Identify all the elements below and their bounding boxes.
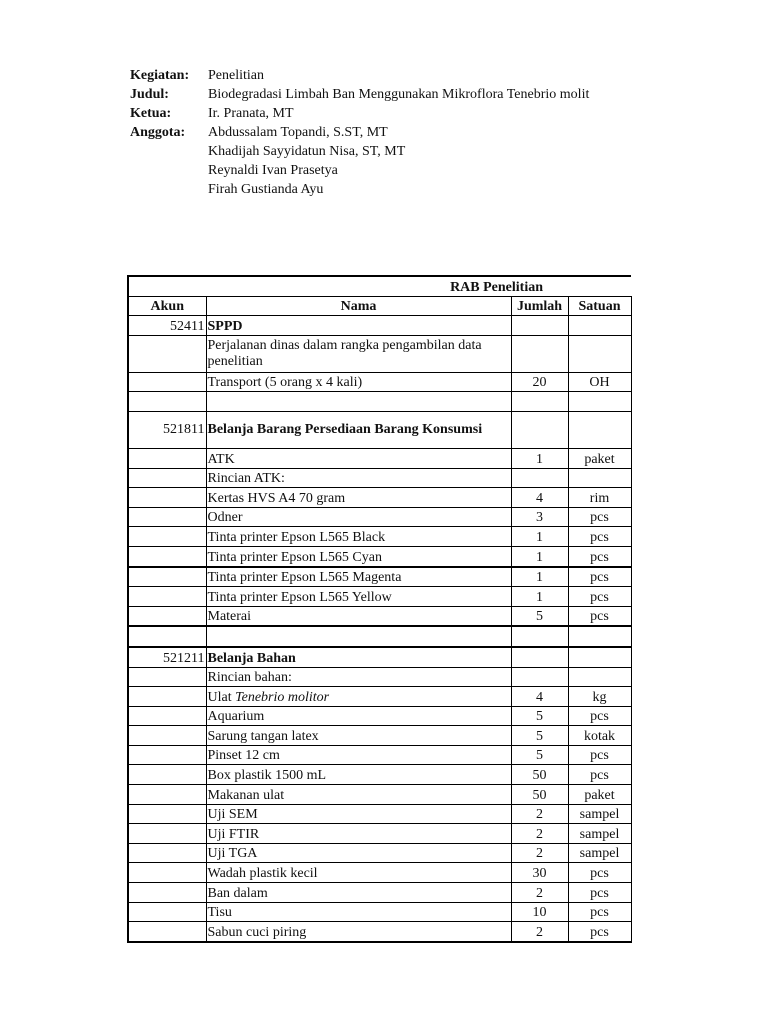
cell-akun (128, 468, 206, 488)
cell-nama (206, 527, 511, 547)
nama-text: Rincian ATK: (207, 471, 285, 487)
nama-text: ATK (207, 451, 235, 467)
table-row (128, 706, 631, 726)
cell-akun (128, 765, 206, 785)
nama-text: Makanan ulat (207, 787, 285, 803)
cell-satuan (568, 411, 631, 448)
nama-text: Transport (5 orang x 4 kali) (207, 375, 363, 391)
cell-satuan: pcs (568, 567, 631, 587)
cell-akun (128, 567, 206, 587)
cell-satuan: pcs (568, 745, 631, 765)
cell-nama (206, 468, 511, 488)
table-row (128, 843, 631, 863)
cell-akun (128, 392, 206, 412)
nama-text: Tinta printer Epson L565 Black (207, 529, 386, 545)
cell-satuan: pcs (568, 922, 631, 942)
cell-satuan: pcs (568, 706, 631, 726)
column-header-nama: Nama (206, 296, 511, 316)
nama-text: Uji SEM (207, 807, 258, 823)
cell-nama (206, 546, 511, 566)
cell-nama (206, 392, 511, 412)
cell-satuan: pcs (568, 765, 631, 785)
nama-text: Tinta printer Epson L565 Cyan (207, 549, 382, 565)
cell-akun (128, 863, 206, 883)
table-row (128, 785, 631, 805)
cell-satuan: pcs (568, 606, 631, 626)
cell-satuan (568, 392, 631, 412)
header-label: Ketua: (130, 106, 172, 121)
table-row (128, 587, 631, 607)
nama-text: Belanja Bahan (207, 650, 296, 666)
column-header-jumlah: Jumlah (511, 296, 568, 316)
cell-akun (128, 706, 206, 726)
cell-satuan: paket (568, 785, 631, 805)
header-value: Ir. Pranata, MT (208, 106, 294, 121)
table-row (128, 488, 631, 508)
cell-nama (206, 883, 511, 903)
cell-akun: 52411 (128, 316, 206, 336)
header-row (130, 142, 589, 161)
cell-akun (128, 335, 206, 372)
table-row (128, 527, 631, 547)
cell-satuan: sampel (568, 824, 631, 844)
cell-jumlah: 2 (511, 922, 568, 942)
cell-akun (128, 448, 206, 468)
cell-jumlah (511, 316, 568, 336)
table-row (128, 392, 631, 412)
cell-nama (206, 488, 511, 508)
cell-akun (128, 687, 206, 707)
cell-satuan (568, 667, 631, 687)
cell-satuan (568, 335, 631, 372)
table-row (128, 883, 631, 903)
header-value: Abdussalam Topandi, S.ST, MT (208, 125, 388, 140)
nama-text: Aquarium (207, 709, 265, 725)
table-row (128, 335, 631, 372)
nama-text: SPPD (207, 318, 243, 334)
table-row (128, 546, 631, 566)
column-header-satuan: Satuan (568, 296, 631, 316)
document-header (130, 66, 589, 199)
rab-table (127, 275, 632, 943)
cell-nama (206, 507, 511, 527)
cell-jumlah (511, 647, 568, 667)
cell-jumlah: 1 (511, 527, 568, 547)
cell-jumlah: 2 (511, 883, 568, 903)
table-row (128, 647, 631, 667)
header-row (130, 104, 589, 123)
cell-satuan (568, 626, 631, 647)
cell-jumlah: 20 (511, 372, 568, 392)
cell-akun (128, 922, 206, 942)
cell-nama (206, 626, 511, 647)
cell-akun (128, 902, 206, 922)
table-row (128, 448, 631, 468)
table-row (128, 765, 631, 785)
cell-nama (206, 316, 511, 336)
cell-jumlah: 2 (511, 843, 568, 863)
nama-text: Ulat (207, 689, 236, 705)
cell-jumlah: 5 (511, 726, 568, 746)
header-label (130, 161, 208, 180)
cell-akun (128, 667, 206, 687)
cell-satuan: sampel (568, 843, 631, 863)
header-row (130, 180, 589, 199)
table-row (128, 922, 631, 942)
cell-akun (128, 824, 206, 844)
table-row (128, 606, 631, 626)
header-row (130, 161, 589, 180)
header-value: Khadijah Sayyidatun Nisa, ST, MT (208, 144, 406, 159)
cell-nama (206, 922, 511, 942)
table-row (128, 507, 631, 527)
cell-jumlah: 5 (511, 706, 568, 726)
header-row (130, 66, 589, 85)
cell-akun (128, 546, 206, 566)
cell-jumlah: 1 (511, 567, 568, 587)
table-title-row (128, 276, 631, 296)
cell-nama (206, 824, 511, 844)
table-row (128, 667, 631, 687)
cell-jumlah: 10 (511, 902, 568, 922)
nama-text: Tinta printer Epson L565 Yellow (207, 589, 392, 605)
cell-akun (128, 488, 206, 508)
cell-satuan: kotak (568, 726, 631, 746)
cell-satuan: kg (568, 687, 631, 707)
header-row (130, 85, 589, 104)
header-value: Biodegradasi Limbah Ban Menggunakan Mikroflora Tenebrio molit (208, 87, 590, 102)
nama-text: Sarung tangan latex (207, 728, 319, 744)
header-label: Anggota: (130, 125, 186, 140)
cell-akun (128, 606, 206, 626)
cell-jumlah (511, 626, 568, 647)
cell-satuan: pcs (568, 863, 631, 883)
header-label: Kegiatan: (130, 68, 190, 83)
table-row (128, 372, 631, 392)
cell-akun (128, 527, 206, 547)
cell-nama (206, 804, 511, 824)
cell-jumlah: 5 (511, 745, 568, 765)
nama-text: Kertas HVS A4 70 gram (207, 490, 346, 506)
table-row (128, 687, 631, 707)
cell-satuan (568, 647, 631, 667)
cell-nama (206, 863, 511, 883)
cell-jumlah (511, 411, 568, 448)
cell-nama (206, 606, 511, 626)
header-label (130, 180, 208, 199)
cell-jumlah (511, 667, 568, 687)
cell-akun: 521811 (128, 411, 206, 448)
cell-nama (206, 902, 511, 922)
cell-jumlah (511, 468, 568, 488)
nama-text: Wadah plastik kecil (207, 866, 318, 882)
cell-akun (128, 843, 206, 863)
cell-nama (206, 448, 511, 468)
nama-text: Tisu (207, 905, 232, 921)
nama-text: Box plastik 1500 mL (207, 768, 327, 784)
table-row (128, 863, 631, 883)
nama-text: Rincian bahan: (207, 670, 292, 686)
cell-nama (206, 706, 511, 726)
cell-jumlah: 5 (511, 606, 568, 626)
cell-nama (206, 335, 511, 372)
cell-nama (206, 687, 511, 707)
cell-jumlah: 1 (511, 546, 568, 566)
cell-jumlah: 4 (511, 488, 568, 508)
cell-satuan: pcs (568, 902, 631, 922)
nama-text: Perjalanan dinas dalam rangka pengambilan data penelitian (207, 337, 482, 369)
cell-nama (206, 647, 511, 667)
cell-jumlah: 2 (511, 804, 568, 824)
cell-satuan (568, 316, 631, 336)
table-header-row (128, 296, 631, 316)
cell-akun (128, 372, 206, 392)
cell-jumlah (511, 335, 568, 372)
cell-nama (206, 745, 511, 765)
cell-satuan: pcs (568, 507, 631, 527)
header-label (130, 142, 208, 161)
cell-satuan: paket (568, 448, 631, 468)
cell-akun (128, 587, 206, 607)
table-row (128, 626, 631, 647)
table-row (128, 468, 631, 488)
cell-satuan: pcs (568, 587, 631, 607)
cell-satuan: pcs (568, 883, 631, 903)
table-row (128, 902, 631, 922)
nama-text: Odner (207, 510, 243, 526)
cell-nama (206, 785, 511, 805)
cell-nama (206, 411, 511, 448)
nama-italic-text: Tenebrio molitor (235, 689, 330, 705)
cell-satuan (568, 468, 631, 488)
table-row (128, 804, 631, 824)
cell-nama (206, 765, 511, 785)
nama-text: Uji FTIR (207, 826, 260, 842)
cell-akun (128, 626, 206, 647)
cell-jumlah: 30 (511, 863, 568, 883)
nama-text: Materai (207, 609, 252, 625)
cell-nama (206, 726, 511, 746)
table-row (128, 824, 631, 844)
header-value: Firah Gustianda Ayu (208, 182, 324, 197)
cell-jumlah: 3 (511, 507, 568, 527)
cell-nama (206, 667, 511, 687)
nama-text: Sabun cuci piring (207, 924, 307, 940)
cell-nama (206, 587, 511, 607)
cell-satuan: rim (568, 488, 631, 508)
header-label: Judul: (130, 87, 169, 102)
cell-jumlah: 4 (511, 687, 568, 707)
cell-jumlah: 50 (511, 765, 568, 785)
cell-jumlah: 50 (511, 785, 568, 805)
table-row (128, 567, 631, 587)
nama-text: Ban dalam (207, 885, 268, 901)
cell-jumlah: 1 (511, 587, 568, 607)
cell-jumlah: 1 (511, 448, 568, 468)
header-value: Penelitian (208, 68, 264, 83)
cell-nama (206, 372, 511, 392)
table-row (128, 726, 631, 746)
nama-text: Belanja Barang Persediaan Barang Konsumsi (207, 421, 483, 437)
cell-jumlah: 2 (511, 824, 568, 844)
table-row (128, 745, 631, 765)
cell-satuan: OH (568, 372, 631, 392)
table-title: RAB Penelitian (128, 276, 631, 296)
table-row (128, 316, 631, 336)
cell-nama (206, 843, 511, 863)
cell-akun: 521211 (128, 647, 206, 667)
cell-satuan: pcs (568, 527, 631, 547)
nama-text: Uji TGA (207, 846, 258, 862)
cell-nama (206, 567, 511, 587)
nama-text: Pinset 12 cm (207, 748, 280, 764)
table-row (128, 411, 631, 448)
cell-akun (128, 745, 206, 765)
header-value: Reynaldi Ivan Prasetya (208, 163, 338, 178)
cell-akun (128, 785, 206, 805)
column-header-akun: Akun (128, 296, 206, 316)
header-row (130, 123, 589, 142)
cell-satuan: pcs (568, 546, 631, 566)
cell-satuan: sampel (568, 804, 631, 824)
cell-jumlah (511, 392, 568, 412)
cell-akun (128, 507, 206, 527)
nama-text: Tinta printer Epson L565 Magenta (207, 570, 402, 586)
cell-akun (128, 804, 206, 824)
cell-akun (128, 726, 206, 746)
cell-akun (128, 883, 206, 903)
